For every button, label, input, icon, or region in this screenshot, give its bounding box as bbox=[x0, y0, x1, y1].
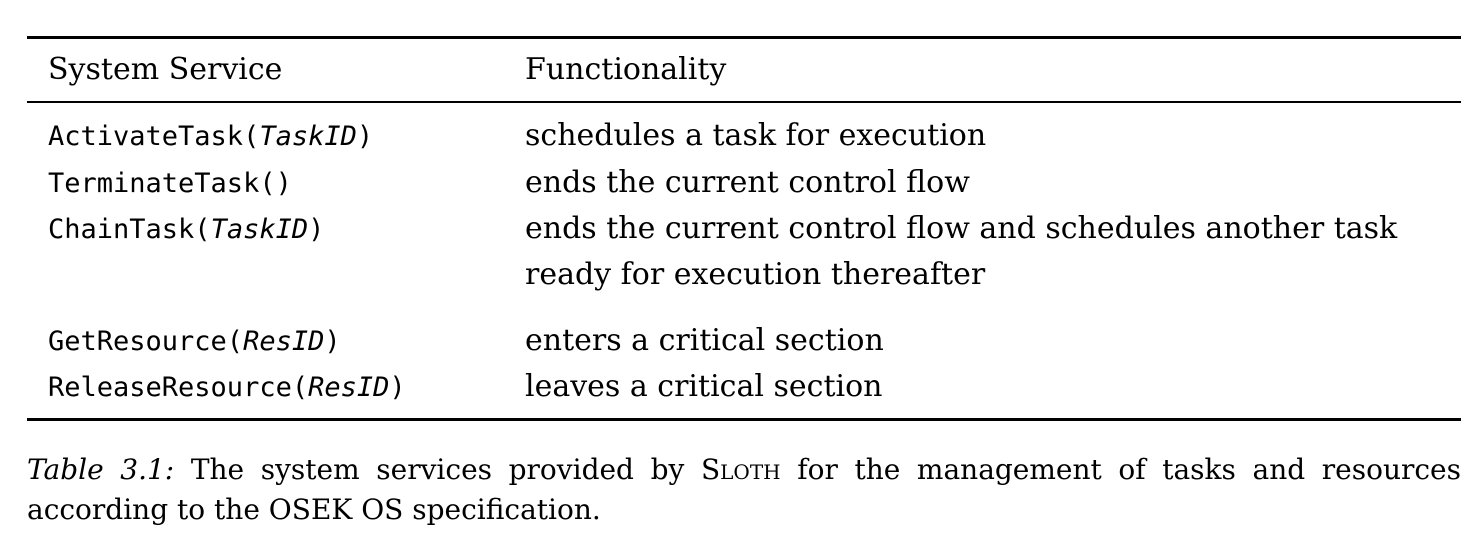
caption-sloth: Sloth bbox=[700, 453, 781, 486]
service-activate-task: ActivateTask(TaskID) bbox=[48, 121, 374, 152]
header-system-service: System Service bbox=[48, 52, 283, 87]
service-terminate-task: TerminateTask() bbox=[48, 168, 292, 199]
functionality-activate-task: schedules a task for execution bbox=[525, 118, 987, 153]
functionality-chain-task-line2: ready for execution thereafter bbox=[525, 257, 986, 292]
table-bottom-rule bbox=[27, 418, 1461, 421]
table-top-rule bbox=[27, 36, 1461, 39]
functionality-terminate-task: ends the current control flow bbox=[525, 165, 970, 200]
caption-label: Table 3.1: bbox=[27, 453, 175, 486]
service-chain-task: ChainTask(TaskID) bbox=[48, 214, 325, 245]
functionality-chain-task-line1: ends the current control flow and schedules another task bbox=[525, 211, 1398, 246]
header-functionality: Functionality bbox=[525, 52, 727, 87]
functionality-release-resource: leaves a critical section bbox=[525, 369, 883, 404]
table-caption: Table 3.1: The system services provided by Sloth for the management of tasks and resources according to the OSEK OS specification. bbox=[27, 453, 1461, 526]
table-header-rule bbox=[27, 101, 1461, 103]
service-release-resource: ReleaseResource(ResID) bbox=[48, 372, 406, 403]
service-get-resource: GetResource(ResID) bbox=[48, 326, 341, 357]
functionality-get-resource: enters a critical section bbox=[525, 323, 884, 358]
